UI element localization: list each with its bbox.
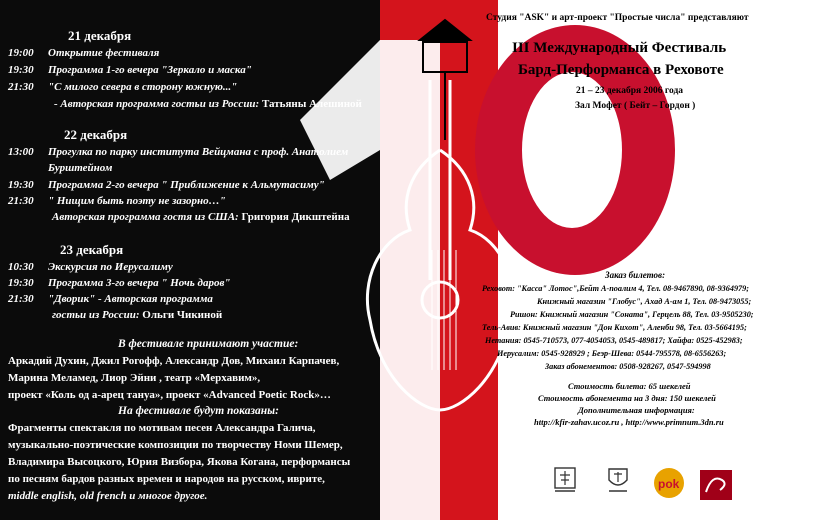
israel-emblem-icon <box>553 466 577 494</box>
ticket-line: Нетания: 0545-710573, 077-4054053, 0545-489817; Хайфа: 0525-452983; <box>485 336 743 345</box>
studio-line: Студия "ASK" и арт-проект "Простые числа" представляют <box>486 13 749 23</box>
schedule-line: 19:00 Открытие фестиваля <box>8 47 160 59</box>
ticket-line: Ришон: Книжный магазин "Соната", Герцель 88, Тел. 03-9505230; <box>510 310 754 319</box>
schedule-line: гостьи из России: Ольги Чикиной <box>52 309 223 321</box>
participants-line: Аркадий Духин, Джил Рогофф, Александр Дов, Михаил Карпачев, <box>8 355 340 367</box>
festival-venue: Зал Мофет ( Бейт – Гордон ) <box>575 101 696 111</box>
participants-line: проект «Коль од а-арец тануа», проект «Advanced Poetic Rock»… <box>8 389 331 401</box>
festival-dates: 21 – 23 декабря 2006 года <box>576 86 684 96</box>
ticket-line: Иерусалим: 0545-928929 ; Беэр-Шева: 0544-795578, 08-6556263; <box>497 349 727 358</box>
shows-line: по песням бардов разных времен и народов на русском, иврите, <box>8 473 325 485</box>
shows-line: музыкально-поэтические композиции по творчеству Номи Шемер, <box>8 439 343 451</box>
ticket-line: Реховот: "Касса" Лотос",Бейт А-поалим 4, Тел. 08-9467890, 08-9364979; <box>482 284 749 293</box>
day-heading-21: 21 декабря <box>68 28 132 43</box>
ticket-line: Тель-Авив: Книжный магазин "Дон Кихот", Аленби 98, Тел. 03-5664195; <box>482 323 747 332</box>
shows-line: Фрагменты спектакля по мотивам песен Александра Галича, <box>8 422 316 434</box>
shows-line: middle english, old french и многое другое. <box>8 490 208 502</box>
schedule-line: 19:30 Программа 1-го вечера "Зеркало и маска" <box>8 64 252 76</box>
city-crest-icon <box>606 466 630 494</box>
ticket-price: Стоимость билета: 65 шекелей <box>568 381 691 391</box>
ticket-line: Книжный магазин "Глобус", Ахад А-ам 1, Тел. 08-9473055; <box>537 297 752 306</box>
schedule-line: 19:30 Программа 2-го вечера " Приближение к Альмутасиму" <box>8 179 325 191</box>
schedule-line: Авторская программа гостя из США: Григория Дикштейна <box>52 211 350 223</box>
info-heading: Дополнительная информация: <box>578 405 695 415</box>
schedule-line: 10:30 Экскурсия по Иерусалиму <box>8 261 173 273</box>
participants-line: Марина Меламед, Лиор Эйни , театр «Мерхавим», <box>8 372 261 384</box>
festival-title-line1: III Международный Фестиваль <box>512 40 727 56</box>
svg-text:pok: pok <box>658 477 680 491</box>
schedule-line: 19:30 Программа 3-го вечера " Ночь даров" <box>8 277 231 289</box>
participants-heading: В фестивале принимают участие: <box>118 338 299 350</box>
subscriptions-line: Заказ абонементов: 0508-928267, 0547-594998 <box>545 362 711 371</box>
schedule-line: Бурштейном <box>48 162 113 174</box>
schedule-line: 21:30 "Дворик" - Авторская программа <box>8 293 213 305</box>
schedule-line: 21:30 "С милого севера в сторону южную..." <box>8 81 238 93</box>
shows-line: Владимира Высоцкого, Юрия Визбора, Якова Когана, перформансы <box>8 456 351 468</box>
schedule-line: - Авторская программа гостьи из России: Татьяны Алешиной <box>54 98 362 110</box>
subscription-price: Стоимость абонемента на 3 дня: 150 шекелей <box>538 393 716 403</box>
festival-title-line2: Бард-Перформанса в Реховоте <box>518 62 724 78</box>
schedule-line: 21:30 " Нищим быть поэту не зазорно…" <box>8 195 226 207</box>
day-heading-22: 22 декабря <box>64 127 128 142</box>
day-heading-23: 23 декабря <box>60 242 124 257</box>
tickets-heading: Заказ билетов: <box>605 270 666 280</box>
shows-heading: На фестивале будут показаны: <box>118 405 279 417</box>
info-urls[interactable]: http://kfir-zahav.ucoz.ru , http://www.primnum.3dn.ru <box>534 417 724 427</box>
ask-studio-logo-icon <box>700 470 732 500</box>
pok-logo-icon <box>652 466 686 506</box>
schedule-line: 13:00 Прогулка по парку института Вейцмана с проф. Анатолием <box>8 146 349 158</box>
